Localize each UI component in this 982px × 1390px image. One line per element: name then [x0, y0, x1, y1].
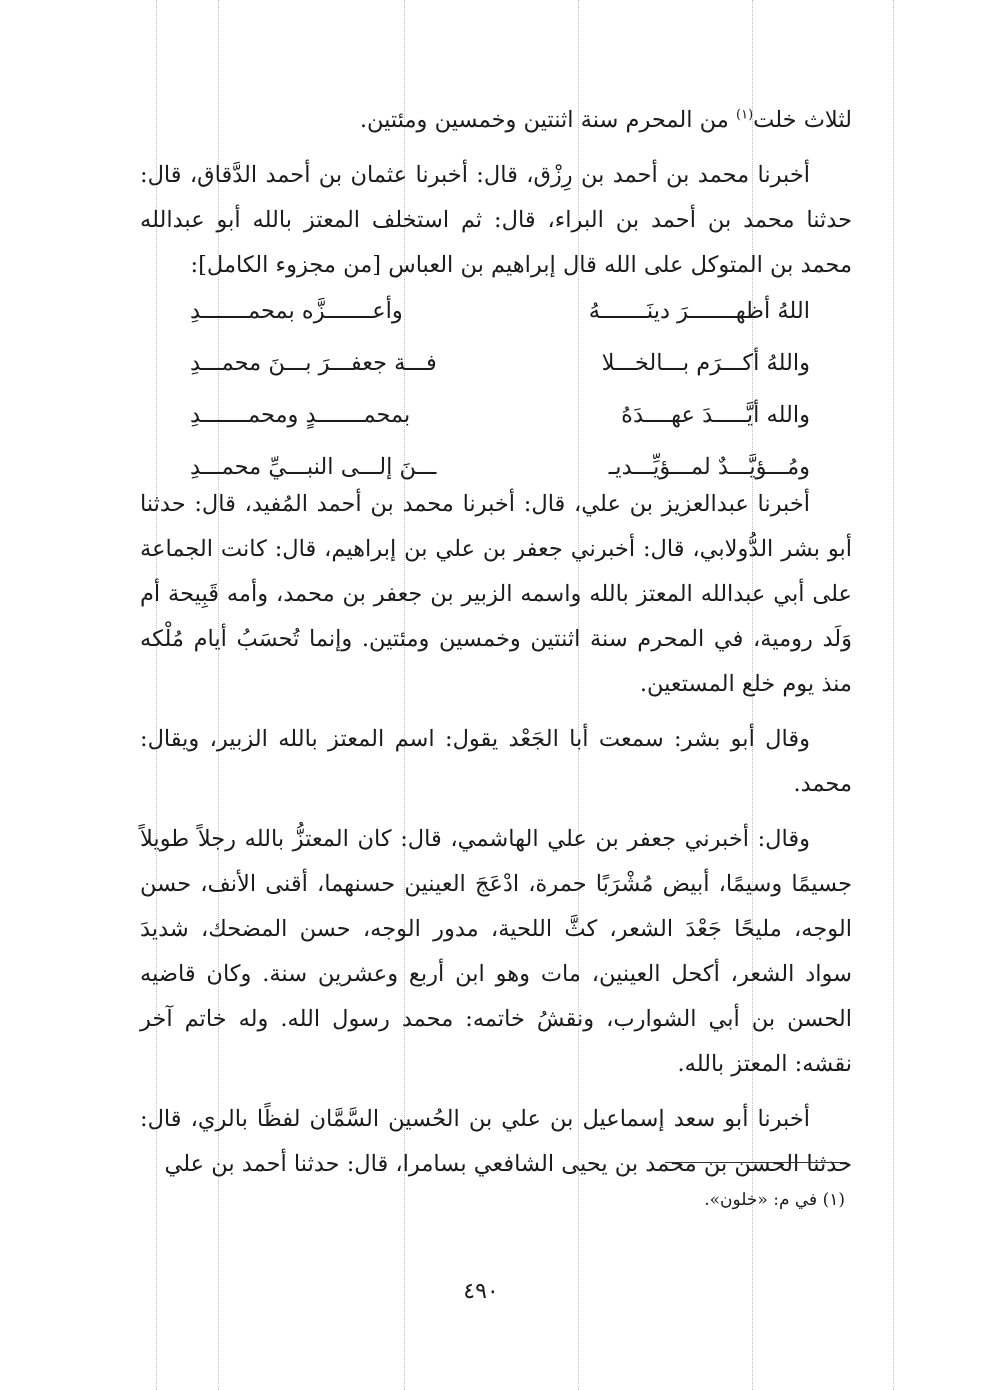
verse-second-hemistich: بمحمـــــــدٍ ومحمـــــــدِ: [190, 402, 411, 428]
verse-first-hemistich: والله أيَّـــــدَ عهــــدَهُ: [621, 402, 810, 428]
verse-second-hemistich: فـــة جعفـــرَ بـــنَ محمـــدِ: [190, 350, 437, 376]
top-text-block: [140, 98, 852, 288]
paragraph: أخبرنا عبدالعزيز بن علي، قال: أخبرنا محمد بن أحمد المُفيد، قال: حدثنا أبو بشر الدُّولابي، قال: أخبرني جعفر بن علي بن إبراهيم، قال: كانت الجماعة على أبي عبدالله المعتز بالله واسمه الزبير بن جعفر بن محمد، وأمه قَبِيحة أم وَلَد رومية، في المحرم سنة اثنتين وخمسين ومئتين. وإنما تُحسَبُ أيام مُلْكه منذ يوم خلع المستعين.: [140, 491, 852, 697]
poem: [190, 285, 810, 493]
paragraph: [140, 98, 852, 143]
bottom-text-block: [140, 482, 852, 1187]
page-number: ٤٩٠: [463, 1279, 499, 1304]
paragraph: أخبرنا محمد بن أحمد بن رِزْق، قال: أخبرنا عثمان بن أحمد الدَّقاق، قال: حدثنا محمد بن أحمد بن البراء، قال: ثم استخلف المعتز بالله أبو عبدالله محمد بن المتوكل على الله قال إبراهيم بن العباس [من مجزوء الكامل]:: [140, 162, 852, 278]
paragraph-text: من المحرم سنة اثنتين وخمسين ومئتين.: [359, 107, 736, 133]
poem-verse: [190, 285, 810, 337]
paragraph-text: لثلاث خلت: [753, 107, 852, 133]
verse-first-hemistich: ومُـــؤيَّـــدٌ لمـــؤيِّـــديـ: [608, 454, 810, 480]
scan-line: [893, 0, 894, 1390]
verse-first-hemistich: واللهُ أكـــرَم بـــالخـــلا: [601, 350, 810, 376]
verse-first-hemistich: اللهُ أظهـــــــرَ دينَـــــــهُ: [588, 298, 810, 324]
poem-verse: [190, 337, 810, 389]
verse-second-hemistich: ـــنَ إلـــى النبـــيِّ محمـــدِ: [190, 454, 437, 480]
paragraph: وقال: أخبرني جعفر بن علي الهاشمي، قال: كان المعتزُّ بالله رجلاً طويلاً جسيمًا وسيمًا، أبيض مُشْرَبًا حمرة، ادْعَجَ العينين حسنهما، أقنى الأنف، حسن الوجه، مليحًا جَعْدَ الشعر، كثَّ اللحية، مدور الوجه، حسن المضحك، شديدَ سواد الشعر، أكحل العينين، مات وهو ابن أربع وعشرين سنة. وكان قاضيه الحسن بن أبي الشوارب، ونقشُ خاتمه: محمد رسول الله. وله خاتم آخر نقشه: المعتز بالله.: [140, 826, 852, 1077]
footnote-separator: [665, 1162, 847, 1163]
paragraph: وقال أبو بشر: سمعت أبا الجَعْد يقول: اسم المعتز بالله الزبير، ويقال: محمد.: [140, 726, 852, 797]
footnote-marker: (١): [736, 107, 754, 123]
paragraph: أخبرنا أبو سعد إسماعيل بن علي بن الحُسين السَّمَّان لفظًا بالري، قال: حدثنا الحسن بن محمد بن يحيى الشافعي بسامرا، قال: حدثنا أحمد بن علي: [140, 1106, 852, 1177]
poem-verse: [190, 389, 810, 441]
verse-second-hemistich: وأعـــــــزَّه بمحمـــــــدِ: [190, 298, 403, 324]
footnote: (١) في م: «خلون».: [704, 1190, 845, 1210]
